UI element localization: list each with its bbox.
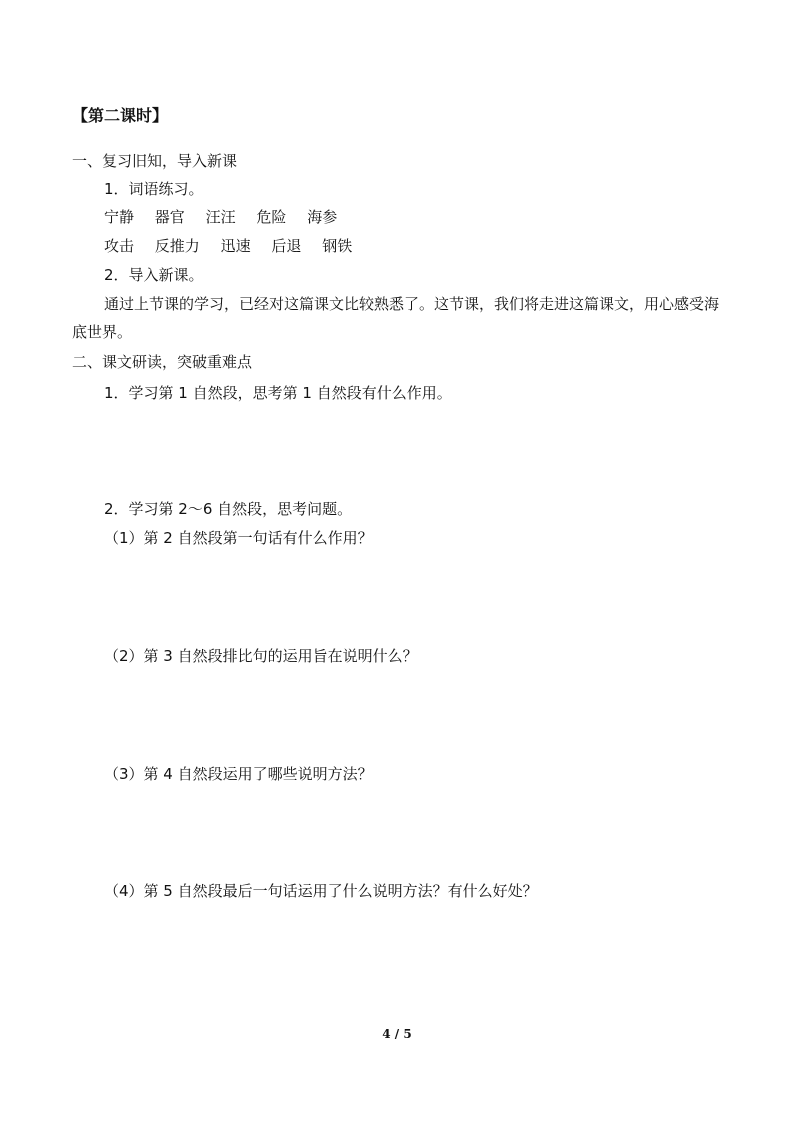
vocab-word: 后退 (271, 237, 302, 255)
section1-item1: 1．词语练习。 (104, 180, 204, 198)
vocab-word: 反推力 (154, 237, 200, 255)
vocab-word: 攻击 (104, 237, 135, 255)
section2-item2: 2．学习第 2～6 自然段，思考问题。 (104, 500, 353, 518)
section1-heading: 一、复习旧知，导入新课 (72, 152, 238, 170)
vocab-word: 汪汪 (205, 208, 236, 226)
vocab-word: 迅速 (220, 237, 251, 255)
question-3: （3）第 4 自然段运用了哪些说明方法？ (104, 765, 373, 783)
question-2: （2）第 3 自然段排比句的运用旨在说明什么？ (104, 647, 418, 665)
lesson-title: 【第二课时】 (72, 106, 169, 125)
section2-heading: 二、课文研读，突破重难点 (72, 353, 253, 371)
page-number: 4 / 5 (382, 1027, 412, 1041)
question-4: （4）第 5 自然段最后一句话运用了什么说明方法？有什么好处？ (104, 882, 538, 900)
vocab-word: 器官 (154, 208, 185, 226)
vocab-word: 钢铁 (322, 237, 353, 255)
vocab-row-1 (104, 207, 353, 227)
vocab-row-2 (104, 236, 368, 256)
section2-item1: 1．学习第 1 自然段，思考第 1 自然段有什么作用。 (104, 384, 452, 402)
section1-paragraph: 通过上节课的学习，已经对这篇课文比较熟悉了。这节课，我们将走进这篇课文，用心感受海底世界。 (72, 295, 720, 341)
vocab-word: 危险 (256, 208, 287, 226)
vocab-word: 宁静 (104, 208, 135, 226)
section1-item2: 2．导入新课。 (104, 266, 204, 284)
question-1: （1）第 2 自然段第一句话有什么作用？ (104, 529, 373, 547)
vocab-word: 海参 (307, 208, 338, 226)
